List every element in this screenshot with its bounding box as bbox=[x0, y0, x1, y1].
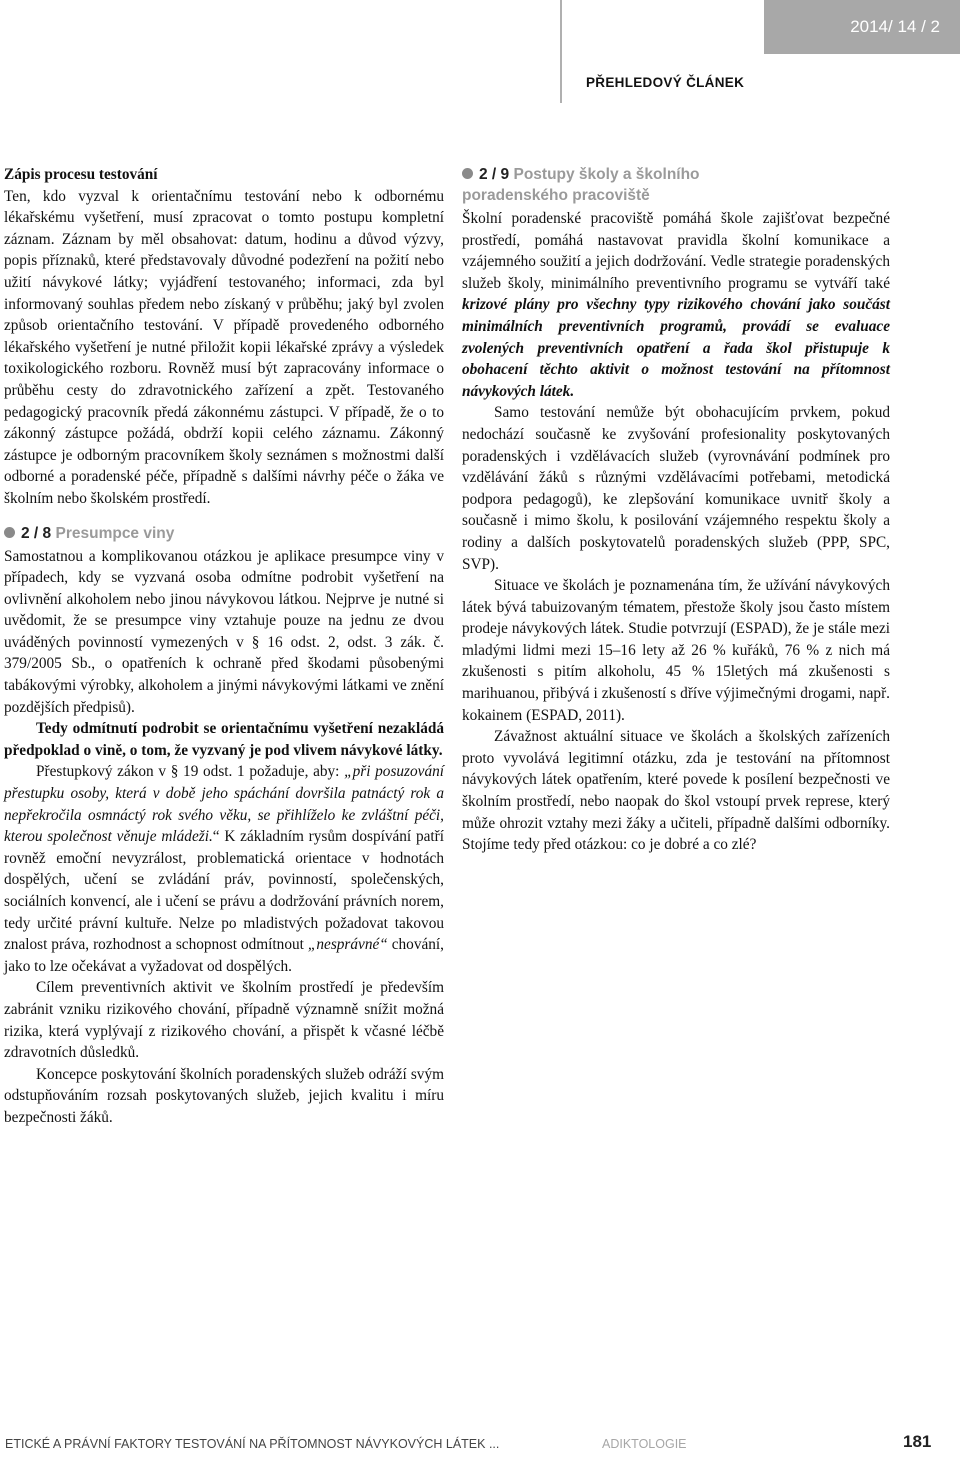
section-number: 2 / 8 bbox=[21, 524, 52, 542]
bullet-icon bbox=[462, 168, 473, 179]
header-divider bbox=[560, 0, 562, 103]
paragraph: Koncepce poskytování školních poradenských služeb odráží svým odstupňováním rozsah poskytovaných služeb, jejich kvalitu i míru bezpečnosti žáků. bbox=[4, 1065, 444, 1126]
paragraph: Cílem preventivních aktivit ve školním prostředí je především zabránit vzniku rizikového chování, případně významně snížit možná rizika, která vyplývají z rizikového chování, a přispět k včasné léčbě zdravotních důsledků. bbox=[4, 979, 444, 1062]
section-heading-2-9 bbox=[462, 164, 890, 206]
quote-italic: „při posuzování přestupku osoby, která v době jeho spáchání dovršila patnáctý rok a nepřekročila osmnáctý rok svého věku, se přihlíželo ke zvláštní péči, kterou společnost věnuje mládeži. bbox=[4, 763, 444, 846]
left-column bbox=[4, 164, 444, 1129]
quote-italic: „nesprávné“ bbox=[307, 936, 388, 954]
paragraph: Ten, kdo vyzval k orientačnímu testování nebo k odbornému lékařskému vyšetření, musí zpracovat o tomto postupu kompletní záznam. Záznam by měl obsahovat: datum, hodinu a důvod výzvy, popis příznaků, které představovaly důvodné podezření na požití nebo užití návykové látky; vyjádření testovaného; informaci, zda byl informovaný souhlas předem nebo získaný v průběhu; jaký byl zvolen způsob orientačního testování. V případě provedeného odborného lékařského vyšetření je nutné přiložit kopii lékařské zprávy a výsledek toxikologického rozboru. Rovněž musí být zapracovány informace o průběhu cesty do zdravotnického zařízení a zpět. Testovaného pedagogický pracovník předá zákonnému zástupci. V případě, že o to zákonný zástupce požádá, obdrží kopii celého záznamu. Zákonný zástupce je odborným pracovníkem školy seznámen s možnostmi další odborné a poradenské péče, případně s dalšími návrhy péče o žáka ve školním nebo školském prostředí. bbox=[4, 187, 444, 507]
text-run: “ K základním rysům dospívání patří rovněž emoční nevyzrálost, problematická orientace v hodnotách dospělých, učení se zvládání práv, povinností, společenských, sociálních konvencí, ale i učení se právu a dodržování právních norem, tedy určité právní kultuře. Nelze po mladistvých požadovat takovou znalost práva, rozhodnost a schopnost odmítnout bbox=[4, 828, 444, 954]
text-run: Přestupkový zákon v § 19 odst. 1 požaduje, aby: bbox=[36, 763, 345, 781]
paragraph: Samostatnou a komplikovanou otázkou je aplikace presumpce viny v případech, kdy se vyzvaná osoba odmítne podrobit vyšetření na ovlivnění alkoholem nebo jinou návykovou látkou. Nejprve je nutné si uvědomit, že se presumpce viny vztahuje pouze na jednu ze dvou uváděných povinností vymezených v § 16 odst. 2, odst. 3 zák. č. 379/2005 Sb., o opatřeních k ochraně před škodami působenými tabákovými výrobky, alkoholem a jinými návykovými látkami ve znění pozdějších předpisů). bbox=[4, 547, 444, 716]
section-heading-2-8 bbox=[4, 523, 444, 544]
text-run: chování, jako to lze očekávat a vyžadovat od dospělých. bbox=[4, 936, 444, 975]
right-column bbox=[462, 164, 890, 856]
footer-running-title: ETICKÉ A PRÁVNÍ FAKTORY TESTOVÁNÍ NA PŘÍTOMNOST NÁVYKOVÝCH LÁTEK ... bbox=[5, 1437, 500, 1451]
bullet-icon bbox=[4, 527, 15, 538]
section-title: Postupy školy a školního bbox=[513, 166, 700, 183]
text-run: Školní poradenské pracoviště pomáhá škole zajišťovat bezpečné prostředí, pomáhá nastavovat pravidla školní komunikace a vzájemného soužití a jejich dodržování. Vedle strategie poradenských služeb školy, minimálního preventivního programu se vytváří také bbox=[462, 210, 890, 292]
subheading-zapis: Zápis procesu testování bbox=[4, 166, 158, 183]
section-number: 2 / 9 bbox=[479, 166, 510, 183]
paragraph bbox=[4, 761, 444, 977]
section-label: PŘEHLEDOVÝ ČLÁNEK bbox=[586, 75, 745, 90]
page-number: 181 bbox=[903, 1432, 932, 1451]
issue-number: 2014/ 14 / 2 bbox=[850, 17, 940, 36]
footer-journal: ADIKTOLOGIE bbox=[602, 1437, 687, 1451]
bold-italic-run: krizové plány pro všechny typy rizikového chování jako součást minimálních preventivních programů, provádí se evaluace zvolených preventivních opatření a řada škol přistupuje k obohacení těchto aktivit o možnost testování na přítomnost návykových látek. bbox=[462, 296, 890, 400]
section-title: Presumpce viny bbox=[55, 524, 175, 542]
paragraph: Samo testování nemůže být obohacujícím prvkem, pokud nedochází současně ke zvyšování profesionality poskytovaných poradenských i vzdělávacích služeb (vyrovnávání podmínek pro vzdělávání žáků s různými vzdělávacími potřebami, metodická podpora pedagogů), ke zlepšování komunikace uvnitř školy a současně i mimo školu, k posilování vzájemného respektu školy a rodiny a dalších poskytovatelů poradenských služeb (PPP, SPC, SVP). bbox=[462, 404, 890, 573]
paragraph bbox=[462, 208, 890, 402]
section-title-line2: poradenského pracoviště bbox=[462, 187, 650, 204]
paragraph: Situace ve školách je poznamenána tím, že užívání návykových látek bývá tabuizovaným tématem, přestože školy jsou často místem prodeje návykových látek. Studie potvrzují (ESPAD), že je stále mezi mladými lidmi mezi 15–16 lety až 26 % kuřáků, 76 % z nich má zkušenosti s pitím alkoholu, 45 % 15letých má zkušenosti s marihuanou, přibývá i zkušeností s dříve výjimečnými drogami, např. kokainem (ESPAD, 2011). bbox=[462, 577, 890, 724]
issue-box bbox=[764, 0, 960, 54]
bold-paragraph: Tedy odmítnutí podrobit se orientačnímu vyšetření nezakládá předpoklad o vině, o tom, že vyzvaný je pod vlivem návykové látky. bbox=[4, 720, 444, 759]
paragraph: Závažnost aktuální situace ve školách a školských zařízeních proto vyvolává legitimní otázku, zda je testování na přítomnost návykových látek opatřením, které povede k posílení bezpečnosti ve školním prostředí, nebo naopak do škol vstoupí prvek represe, který může ohrozit vztahy mezi žáky a učiteli, případně dalšími odborníky. Stojíme tedy před otázkou: co je dobré a co zlé? bbox=[462, 728, 890, 854]
